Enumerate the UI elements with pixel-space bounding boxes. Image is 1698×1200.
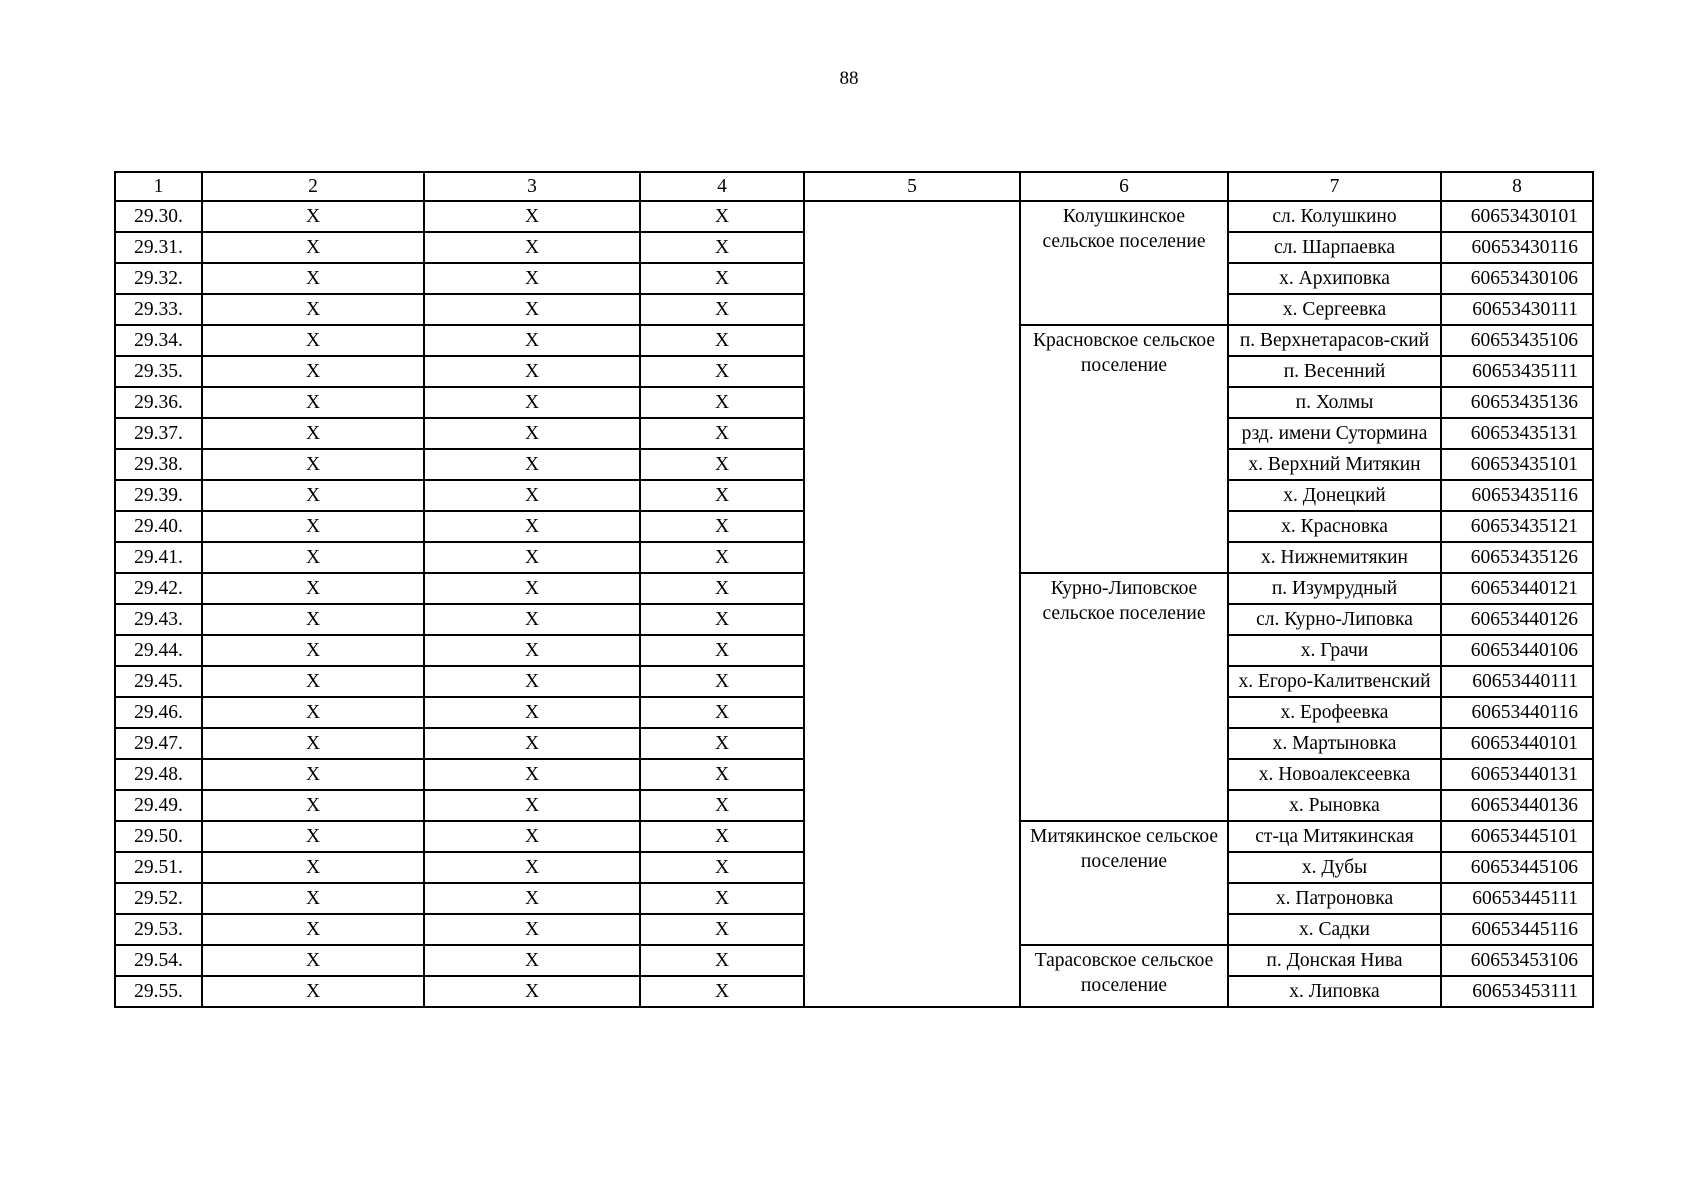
column-2-cell: Х <box>202 573 424 604</box>
settlement-cell: х. Мартыновка <box>1228 728 1441 759</box>
oktmo-code-cell: 60653440106 <box>1441 635 1593 666</box>
settlement-cell: п. Изумрудный <box>1228 573 1441 604</box>
settlement-cell: сл. Курно-Липовка <box>1228 604 1441 635</box>
column-3-cell: Х <box>424 263 640 294</box>
column-2-cell: Х <box>202 449 424 480</box>
row-number-cell: 29.51. <box>115 852 202 883</box>
column-2-cell: Х <box>202 480 424 511</box>
column-4-cell: Х <box>640 697 804 728</box>
column-header: 2 <box>202 172 424 201</box>
oktmo-code-cell: 60653435111 <box>1441 356 1593 387</box>
page-number: 88 <box>839 68 859 89</box>
settlement-cell: сл. Колушкино <box>1228 201 1441 232</box>
column-3-cell: Х <box>424 387 640 418</box>
row-number-cell: 29.52. <box>115 883 202 914</box>
municipality-cell: Митякинское сельское поселение <box>1020 821 1228 945</box>
column-header: 7 <box>1228 172 1441 201</box>
oktmo-code-cell: 60653445111 <box>1441 883 1593 914</box>
column-2-cell: Х <box>202 914 424 945</box>
settlement-cell: х. Верхний Митякин <box>1228 449 1441 480</box>
column-3-cell: Х <box>424 511 640 542</box>
oktmo-code-cell: 60653430116 <box>1441 232 1593 263</box>
column-2-cell: Х <box>202 604 424 635</box>
settlement-cell: х. Сергеевка <box>1228 294 1441 325</box>
column-4-cell: Х <box>640 976 804 1007</box>
column-header: 6 <box>1020 172 1228 201</box>
column-3-cell: Х <box>424 604 640 635</box>
column-header: 5 <box>804 172 1020 201</box>
oktmo-code-cell: 60653440111 <box>1441 666 1593 697</box>
settlement-cell: п. Весенний <box>1228 356 1441 387</box>
settlement-cell: х. Нижнемитякин <box>1228 542 1441 573</box>
settlement-cell: п. Холмы <box>1228 387 1441 418</box>
column-2-cell: Х <box>202 945 424 976</box>
column-3-cell: Х <box>424 976 640 1007</box>
row-number-cell: 29.31. <box>115 232 202 263</box>
column-2-cell: Х <box>202 759 424 790</box>
column-3-cell: Х <box>424 573 640 604</box>
row-number-cell: 29.44. <box>115 635 202 666</box>
settlement-cell: х. Садки <box>1228 914 1441 945</box>
column-4-cell: Х <box>640 604 804 635</box>
column-header: 8 <box>1441 172 1593 201</box>
column-2-cell: Х <box>202 387 424 418</box>
row-number-cell: 29.55. <box>115 976 202 1007</box>
row-number-cell: 29.32. <box>115 263 202 294</box>
row-number-cell: 29.34. <box>115 325 202 356</box>
row-number-cell: 29.49. <box>115 790 202 821</box>
column-3-cell: Х <box>424 821 640 852</box>
column-4-cell: Х <box>640 325 804 356</box>
column-2-cell: Х <box>202 728 424 759</box>
column-2-cell: Х <box>202 852 424 883</box>
column-3-cell: Х <box>424 790 640 821</box>
column-2-cell: Х <box>202 790 424 821</box>
row-number-cell: 29.36. <box>115 387 202 418</box>
column-2-cell: Х <box>202 232 424 263</box>
column-4-cell: Х <box>640 418 804 449</box>
column-2-cell: Х <box>202 201 424 232</box>
column-4-cell: Х <box>640 449 804 480</box>
column-3-cell: Х <box>424 356 640 387</box>
row-number-cell: 29.33. <box>115 294 202 325</box>
table-body <box>115 201 1593 1007</box>
settlement-cell: х. Архиповка <box>1228 263 1441 294</box>
settlement-cell: х. Донецкий <box>1228 480 1441 511</box>
column-3-cell: Х <box>424 232 640 263</box>
row-number-cell: 29.50. <box>115 821 202 852</box>
oktmo-code-cell: 60653445116 <box>1441 914 1593 945</box>
settlement-cell: х. Патроновка <box>1228 883 1441 914</box>
column-3-cell: Х <box>424 418 640 449</box>
row-number-cell: 29.40. <box>115 511 202 542</box>
column-5-cell <box>804 201 1020 1007</box>
oktmo-code-cell: 60653453111 <box>1441 976 1593 1007</box>
municipality-cell: Колушкинское сельское поселение <box>1020 201 1228 325</box>
oktmo-code-cell: 60653435121 <box>1441 511 1593 542</box>
column-header: 4 <box>640 172 804 201</box>
row-number-cell: 29.47. <box>115 728 202 759</box>
column-4-cell: Х <box>640 945 804 976</box>
municipality-cell: Красновское сельское поселение <box>1020 325 1228 573</box>
column-4-cell: Х <box>640 542 804 573</box>
settlement-cell: х. Дубы <box>1228 852 1441 883</box>
table-row <box>115 201 1593 232</box>
column-2-cell: Х <box>202 294 424 325</box>
column-4-cell: Х <box>640 356 804 387</box>
column-2-cell: Х <box>202 697 424 728</box>
column-4-cell: Х <box>640 914 804 945</box>
column-3-cell: Х <box>424 294 640 325</box>
column-3-cell: Х <box>424 883 640 914</box>
row-number-cell: 29.43. <box>115 604 202 635</box>
column-4-cell: Х <box>640 511 804 542</box>
column-2-cell: Х <box>202 511 424 542</box>
row-number-cell: 29.39. <box>115 480 202 511</box>
column-4-cell: Х <box>640 759 804 790</box>
row-number-cell: 29.48. <box>115 759 202 790</box>
row-number-cell: 29.54. <box>115 945 202 976</box>
column-2-cell: Х <box>202 542 424 573</box>
row-number-cell: 29.53. <box>115 914 202 945</box>
settlement-cell: рзд. имени Сутормина <box>1228 418 1441 449</box>
column-2-cell: Х <box>202 356 424 387</box>
column-3-cell: Х <box>424 201 640 232</box>
column-3-cell: Х <box>424 635 640 666</box>
column-3-cell: Х <box>424 945 640 976</box>
oktmo-code-cell: 60653445106 <box>1441 852 1593 883</box>
settlement-cell: п. Донская Нива <box>1228 945 1441 976</box>
settlement-cell: х. Новоалексеевка <box>1228 759 1441 790</box>
column-header: 1 <box>115 172 202 201</box>
oktmo-code-cell: 60653435116 <box>1441 480 1593 511</box>
column-4-cell: Х <box>640 294 804 325</box>
column-4-cell: Х <box>640 232 804 263</box>
column-3-cell: Х <box>424 449 640 480</box>
column-2-cell: Х <box>202 666 424 697</box>
column-2-cell: Х <box>202 976 424 1007</box>
column-2-cell: Х <box>202 418 424 449</box>
row-number-cell: 29.46. <box>115 697 202 728</box>
column-header: 3 <box>424 172 640 201</box>
column-4-cell: Х <box>640 201 804 232</box>
column-4-cell: Х <box>640 263 804 294</box>
settlement-cell: х. Липовка <box>1228 976 1441 1007</box>
column-3-cell: Х <box>424 697 640 728</box>
column-2-cell: Х <box>202 325 424 356</box>
settlement-cell: х. Рыновка <box>1228 790 1441 821</box>
oktmo-code-cell: 60653440131 <box>1441 759 1593 790</box>
column-2-cell: Х <box>202 883 424 914</box>
oktmo-code-cell: 60653440116 <box>1441 697 1593 728</box>
oktmo-code-cell: 60653440136 <box>1441 790 1593 821</box>
row-number-cell: 29.35. <box>115 356 202 387</box>
column-4-cell: Х <box>640 728 804 759</box>
settlements-table <box>114 171 1594 1008</box>
column-3-cell: Х <box>424 666 640 697</box>
row-number-cell: 29.37. <box>115 418 202 449</box>
settlement-cell: х. Грачи <box>1228 635 1441 666</box>
municipality-cell: Курно-Липовское сельское поселение <box>1020 573 1228 821</box>
column-3-cell: Х <box>424 914 640 945</box>
column-3-cell: Х <box>424 852 640 883</box>
settlement-cell: п. Верхнетарасов-ский <box>1228 325 1441 356</box>
column-4-cell: Х <box>640 666 804 697</box>
column-2-cell: Х <box>202 263 424 294</box>
settlement-cell: х. Красновка <box>1228 511 1441 542</box>
oktmo-code-cell: 60653440126 <box>1441 604 1593 635</box>
settlement-cell: х. Егоро-Калитвенский <box>1228 666 1441 697</box>
settlement-cell: х. Ерофеевка <box>1228 697 1441 728</box>
column-4-cell: Х <box>640 387 804 418</box>
column-3-cell: Х <box>424 480 640 511</box>
row-number-cell: 29.38. <box>115 449 202 480</box>
oktmo-code-cell: 60653435131 <box>1441 418 1593 449</box>
municipality-cell: Тарасовское сельское поселение <box>1020 945 1228 1007</box>
column-number-row <box>115 172 1593 201</box>
row-number-cell: 29.45. <box>115 666 202 697</box>
column-2-cell: Х <box>202 821 424 852</box>
oktmo-code-cell: 60653430106 <box>1441 263 1593 294</box>
column-4-cell: Х <box>640 480 804 511</box>
oktmo-code-cell: 60653435136 <box>1441 387 1593 418</box>
column-3-cell: Х <box>424 542 640 573</box>
oktmo-code-cell: 60653440121 <box>1441 573 1593 604</box>
settlement-cell: ст-ца Митякинская <box>1228 821 1441 852</box>
oktmo-code-cell: 60653430111 <box>1441 294 1593 325</box>
oktmo-code-cell: 60653453106 <box>1441 945 1593 976</box>
oktmo-code-cell: 60653435106 <box>1441 325 1593 356</box>
column-4-cell: Х <box>640 821 804 852</box>
oktmo-code-cell: 60653435126 <box>1441 542 1593 573</box>
column-4-cell: Х <box>640 883 804 914</box>
column-4-cell: Х <box>640 573 804 604</box>
row-number-cell: 29.41. <box>115 542 202 573</box>
row-number-cell: 29.42. <box>115 573 202 604</box>
column-3-cell: Х <box>424 759 640 790</box>
column-3-cell: Х <box>424 728 640 759</box>
row-number-cell: 29.30. <box>115 201 202 232</box>
oktmo-code-cell: 60653430101 <box>1441 201 1593 232</box>
column-4-cell: Х <box>640 635 804 666</box>
settlement-cell: сл. Шарпаевка <box>1228 232 1441 263</box>
column-3-cell: Х <box>424 325 640 356</box>
column-4-cell: Х <box>640 852 804 883</box>
oktmo-code-cell: 60653440101 <box>1441 728 1593 759</box>
column-4-cell: Х <box>640 790 804 821</box>
column-2-cell: Х <box>202 635 424 666</box>
oktmo-code-cell: 60653445101 <box>1441 821 1593 852</box>
oktmo-code-cell: 60653435101 <box>1441 449 1593 480</box>
